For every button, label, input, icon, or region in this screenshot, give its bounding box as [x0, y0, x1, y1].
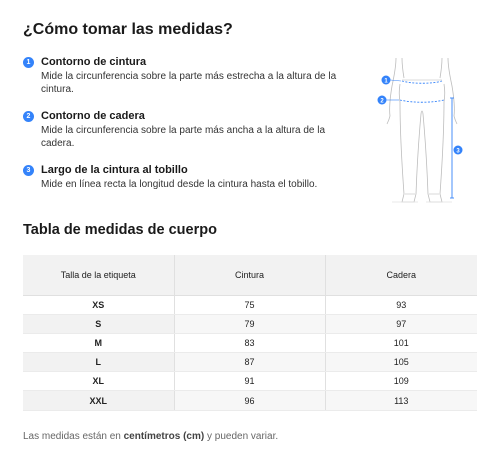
figure-marker-2: [378, 96, 400, 105]
hip-measure-line: [400, 100, 444, 102]
step-title: Contorno de cintura: [41, 56, 147, 68]
hip-cell: 101: [325, 333, 477, 352]
hip-cell: 113: [325, 391, 477, 410]
footnote-unit: centímetros (cm): [123, 431, 205, 442]
svg-text:2: 2: [380, 98, 384, 105]
table-row: [23, 353, 477, 372]
step-hip: [23, 110, 343, 150]
waist-cell: 87: [174, 353, 325, 372]
waist-measure-line: [402, 81, 442, 83]
step-number-badge: 1: [23, 57, 34, 68]
size-cell: S: [23, 314, 174, 333]
size-cell: XXL: [23, 391, 174, 410]
size-table-title: Tabla de medidas de cuerpo: [23, 222, 217, 238]
hip-cell: 105: [325, 353, 477, 372]
hip-cell: 93: [325, 295, 477, 314]
units-footnote: [23, 431, 278, 442]
step-description: Mide la circunferencia sobre la parte más ancha a la altura de la cadera.: [41, 125, 326, 149]
step-title: Contorno de cadera: [41, 110, 145, 122]
body-silhouette-icon: [387, 58, 457, 202]
table-row: [23, 391, 477, 410]
table-row: [23, 333, 477, 352]
header-hip: Cadera: [325, 255, 477, 295]
measurement-steps: [23, 56, 343, 206]
size-cell: XL: [23, 372, 174, 391]
header-size-label: Talla de la etiqueta: [23, 255, 174, 295]
header-waist: Cintura: [174, 255, 325, 295]
step-description: Mide la circunferencia sobre la parte más estrecha a la altura de la cintura.: [41, 71, 337, 95]
size-table: [23, 255, 477, 411]
footnote-suffix: y pueden variar.: [206, 431, 279, 442]
waist-cell: 91: [174, 372, 325, 391]
size-cell: L: [23, 353, 174, 372]
step-description: Mide en línea recta la longitud desde la cintura hasta el tobillo.: [41, 179, 318, 190]
svg-text:3: 3: [456, 148, 460, 155]
waist-cell: 83: [174, 333, 325, 352]
table-row: [23, 295, 477, 314]
size-cell: M: [23, 333, 174, 352]
waist-cell: 75: [174, 295, 325, 314]
hip-cell: 97: [325, 314, 477, 333]
size-cell: XS: [23, 295, 174, 314]
figure-marker-1: [382, 76, 402, 85]
footnote-prefix: Las medidas están en: [23, 431, 121, 442]
hip-cell: 109: [325, 372, 477, 391]
figure-marker-3: [454, 146, 463, 155]
step-waist: [23, 56, 343, 96]
guide-title: ¿Cómo tomar las medidas?: [23, 21, 233, 38]
step-number-badge: 2: [23, 111, 34, 122]
table-row: [23, 372, 477, 391]
step-number-badge: 3: [23, 165, 34, 176]
svg-text:1: 1: [384, 78, 388, 85]
step-title: Largo de la cintura al tobillo: [41, 164, 188, 176]
step-length: [23, 164, 343, 192]
waist-cell: 96: [174, 391, 325, 410]
body-measurement-figure: [372, 56, 472, 212]
table-header-row: [23, 255, 477, 295]
table-row: [23, 314, 477, 333]
waist-cell: 79: [174, 314, 325, 333]
